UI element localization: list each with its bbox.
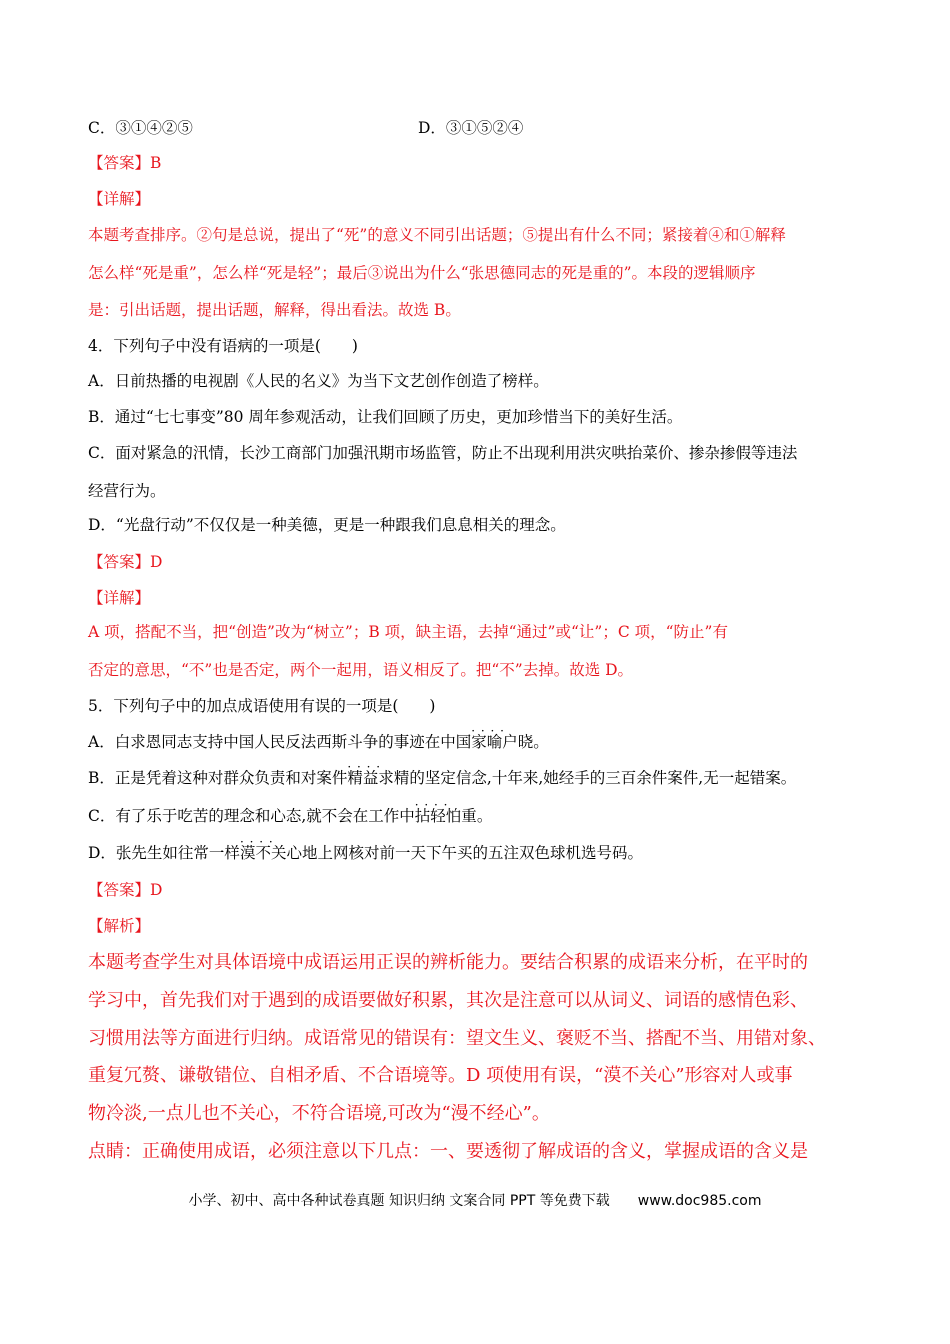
q5-option-d-end: 地上网核对前一天下午买的五注双色球机选号码。 [301,844,643,862]
q5-option-b-text: B．正是凭着这种对群众负责和对案件 [88,769,348,787]
q5-option-a-end: 。 [533,733,549,751]
q5-option-c [88,806,492,826]
q4-option-a: A．日前热播的电视剧《人民的名义》为当下文艺创作创造了榜样。 [88,372,549,390]
q5-answer: 【答案】D [88,881,163,899]
q5-analysis-line: 习惯用法等方面进行归纳。成语常见的错误有：望文生义、褒贬不当、搭配不当、用错对象、 [88,1028,826,1049]
q4-answer: 【答案】D [88,553,163,571]
q5-analysis-line: 点睛：正确使用成语，必须注意以下几点：一、要透彻了解成语的含义，掌握成语的含义是 [88,1141,808,1162]
q3-option-c: C．③①④②⑤ [88,119,193,137]
q5-option-d-text: D．张先生如往常一样 [88,844,240,862]
q4-stem: 4．下列句子中没有语病的一项是( ) [88,337,358,355]
emphasized-idiom: · · · · 拈轻怕重 [415,807,477,825]
q3-answer: 【答案】B [88,154,162,172]
emphasized-idiom: · · · · 精益求精 [347,769,409,787]
q4-option-d: D．“光盘行动”不仅仅是一种美德，更是一种跟我们息息相关的理念。 [88,516,566,534]
q4-detail-line: 否定的意思，“不”也是否定，两个一起用，语义相反了。把“不”去掉。故选 D。 [88,661,634,679]
emphasized-idiom: · · · · 漠不关心 [240,844,302,862]
emphasized-idiom: · · · · 家喻户晓 [471,733,533,751]
q5-option-a-text: A．白求恩同志支持中国人民反法西斯斗争的事迹在中国 [88,733,472,751]
q4-detail-label: 【详解】 [88,589,151,607]
q5-analysis-line: 学习中，首先我们对于遇到的成语要做好积累，其次是注意可以从词义、词语的感情色彩、 [88,990,808,1011]
q3-detail-line: 本题考查排序。②句是总说，提出了“死”的意义不同引出话题；⑤提出有什么不同；紧接着④和①解释 [88,226,786,244]
q3-detail-label: 【详解】 [88,190,151,208]
q5-option-a [88,732,549,752]
q4-detail-line: A 项，搭配不当，把“创造”改为“树立”；B 项，缺主语，去掉“通过”或“让”；C 项，“防止”有 [88,623,728,641]
q4-option-c: C．面对紧急的汛情，长沙工商部门加强汛期市场监管，防止不出现利用洪灾哄抬菜价、掺杂掺假等违法 [88,444,798,462]
q5-analysis-label: 【解析】 [88,917,151,935]
q3-detail-line: 是：引出话题，提出话题，解释，得出看法。故选 B。 [88,301,461,319]
q5-stem: 5．下列句子中的加点成语使用有误的一项是( ) [88,697,436,715]
q5-option-b [88,768,796,788]
footer-url[interactable]: www.doc985.com [637,1193,762,1209]
q5-analysis-line: 物冷淡,一点儿也不关心，不符合语境,可改为“漫不经心”。 [88,1103,550,1124]
q5-analysis-line: 重复冗赘、谦敬错位、自相矛盾、不合语境等。D 项使用有误，“漠不关心”形容对人或事 [88,1065,793,1086]
q5-option-b-end: 的坚定信念,十年来,她经手的三百余件案件,无一起错案。 [409,769,797,787]
page-footer [0,1190,950,1210]
q3-detail-line: 怎么样“死是重”，怎么样“死是轻”；最后③说出为什么“张思德同志的死是重的”。本段的逻辑顺序 [88,264,756,282]
footer-text: 小学、初中、高中各种试卷真题 知识归纳 文案合同 PPT 等免费下载 [188,1193,610,1209]
q5-option-c-end: 。 [476,807,493,825]
q5-analysis-line: 本题考查学生对具体语境中成语运用正误的辨析能力。要结合积累的成语来分析，在平时的 [88,952,808,973]
q4-option-b: B．通过“七七事变”80 周年参观活动，让我们回顾了历史，更加珍惜当下的美好生活。 [88,408,683,426]
q5-option-d [88,843,643,863]
q4-option-c-cont: 经营行为。 [88,482,166,500]
q5-option-c-text: C．有了乐于吃苦的理念和心态,就不会在工作中 [88,807,415,825]
q3-option-d: D．③①⑤②④ [418,119,524,137]
